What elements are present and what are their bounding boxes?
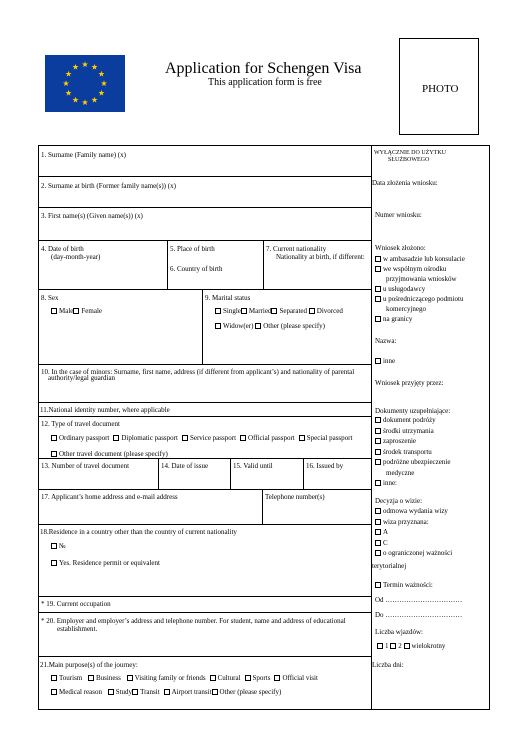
checkbox-separated[interactable] bbox=[271, 308, 277, 314]
marital-option-label: Other (please specify) bbox=[263, 322, 325, 330]
checkbox-validity[interactable] bbox=[375, 582, 381, 588]
star-icon bbox=[82, 99, 88, 105]
checkbox-official-passport[interactable] bbox=[240, 435, 246, 441]
official-option-label: terytorialnej bbox=[372, 562, 407, 570]
purpose-option-label: Medical reason bbox=[59, 688, 102, 696]
doc-option-label: Official passport bbox=[248, 434, 295, 442]
official-other-label: inne bbox=[383, 357, 396, 365]
purpose-option-label: Cultural bbox=[217, 674, 241, 682]
form-title: Application for Schengen Visa bbox=[165, 60, 362, 77]
purpose-option-label: Tourism bbox=[59, 674, 83, 682]
checkbox-invitation[interactable] bbox=[375, 438, 381, 444]
official-header-line: WYŁĄCZNIE DO UŻYTKU bbox=[374, 150, 446, 156]
checkbox-docs-other[interactable] bbox=[375, 480, 381, 486]
checkbox-cultural[interactable] bbox=[210, 675, 216, 681]
checkbox-sports[interactable] bbox=[245, 675, 251, 681]
official-name: Nazwa: bbox=[375, 337, 397, 345]
doc-option-label: Ordinary passport bbox=[59, 434, 110, 442]
field-17-home-address[interactable]: 17. Applicant’s home address and e-mail address bbox=[41, 493, 178, 501]
checkbox-embassy[interactable] bbox=[375, 256, 381, 262]
official-decision-options bbox=[375, 506, 452, 559]
field-9-marital-status: 9. Marital status bbox=[205, 294, 251, 302]
field-19-occupation[interactable]: * 19. Current occupation bbox=[41, 600, 111, 608]
official-option-label: u usługodawcy bbox=[383, 285, 426, 293]
official-submitted: Wniosek złożono: bbox=[375, 244, 426, 252]
checkbox-special-passport[interactable] bbox=[299, 435, 305, 441]
field-7-nationality-at-birth[interactable]: Nationality at birth, if different: bbox=[276, 253, 365, 261]
marital-option-label: Widow(er) bbox=[223, 322, 254, 330]
field-17-telephone[interactable]: Telephone number(s) bbox=[265, 493, 325, 501]
star-icon bbox=[101, 80, 107, 86]
official-docs-options bbox=[375, 415, 450, 489]
purpose-option-label: Transit bbox=[140, 688, 160, 696]
checkbox-airport-transit[interactable] bbox=[164, 689, 170, 695]
photo-label: PHOTO bbox=[422, 83, 459, 95]
marital-option-label: Married bbox=[248, 307, 272, 315]
checkbox-border[interactable] bbox=[375, 316, 381, 322]
official-option-label: wiza przyznana: bbox=[383, 517, 429, 526]
field-5-place-of-birth[interactable]: 5. Place of birth bbox=[170, 245, 215, 253]
checkbox-tourism[interactable] bbox=[51, 675, 57, 681]
checkbox-single[interactable] bbox=[215, 308, 221, 314]
residence-no-option bbox=[51, 542, 66, 550]
checkbox-study[interactable] bbox=[108, 689, 114, 695]
field-12-travel-document-type: 12. Type of travel document bbox=[41, 420, 120, 428]
official-other bbox=[375, 357, 395, 365]
checkbox-official-visit[interactable] bbox=[274, 675, 280, 681]
field-15-valid-until[interactable]: 15. Valid until bbox=[233, 462, 273, 470]
eu-flag-icon bbox=[45, 55, 125, 112]
field-20-continued: establishment. bbox=[57, 625, 98, 633]
purpose-option-label: Study bbox=[115, 688, 133, 696]
field-3-first-names[interactable]: 3. First name(s) (Given name(s)) (x) bbox=[41, 212, 143, 220]
purpose-option-label: Visiting family or friends bbox=[134, 674, 206, 682]
official-option-label: odmowa wydania wizy bbox=[383, 507, 448, 515]
official-option-label: na granicy bbox=[383, 315, 413, 323]
form-subtitle: This application form is free bbox=[208, 77, 322, 88]
field-7-current-nationality[interactable]: 7. Current nationality bbox=[266, 245, 327, 253]
official-option-label: zaproszenie bbox=[383, 437, 417, 445]
sex-option-label: Male bbox=[59, 307, 74, 315]
checkbox-means-of-subsistence[interactable] bbox=[375, 428, 381, 434]
field-1-surname[interactable]: 1. Surname (Family name) (x) bbox=[41, 151, 126, 159]
official-validity-label: Termin ważności: bbox=[383, 581, 433, 589]
star-icon bbox=[66, 71, 72, 77]
checkbox-intermediary[interactable] bbox=[375, 296, 381, 302]
star-icon bbox=[98, 90, 104, 96]
checkbox-entries-multiple[interactable] bbox=[404, 643, 410, 649]
checkbox-transport[interactable] bbox=[375, 449, 381, 455]
purpose-option-label: Sports bbox=[252, 674, 271, 682]
travel-document-options bbox=[51, 434, 352, 442]
marital-options-row2 bbox=[215, 322, 325, 330]
star-icon bbox=[72, 97, 78, 103]
official-submitted-options bbox=[375, 254, 465, 324]
checkbox-common-centre[interactable] bbox=[375, 266, 381, 272]
checkbox-insurance[interactable] bbox=[375, 459, 381, 465]
checkbox-diplomatic-passport[interactable] bbox=[113, 435, 119, 441]
checkbox-divorced[interactable] bbox=[309, 308, 315, 314]
checkbox-widower[interactable] bbox=[215, 323, 221, 329]
residence-no-label: № bbox=[59, 542, 66, 550]
field-8-sex: 8. Sex bbox=[41, 294, 59, 302]
photo-box bbox=[399, 38, 479, 135]
doc-other-label: Other travel document (please specify) bbox=[59, 450, 168, 458]
doc-option-label: Diplomatic passport bbox=[121, 434, 178, 442]
star-icon bbox=[63, 80, 69, 86]
official-option-label: we wspólnym ośrodku bbox=[383, 265, 447, 273]
star-icon bbox=[91, 97, 97, 103]
official-date: Data złożenia wniosku: bbox=[372, 179, 438, 187]
purpose-options-row1 bbox=[51, 674, 318, 682]
checkbox-transit[interactable] bbox=[132, 689, 138, 695]
marital-option-label: Divorced bbox=[316, 307, 343, 315]
star-icon bbox=[82, 61, 88, 67]
official-option-label: środki utrzymania bbox=[383, 426, 434, 435]
checkbox-medical[interactable] bbox=[51, 689, 57, 695]
field-11-national-id[interactable]: 11.National identity number, where applicable bbox=[40, 406, 170, 414]
field-6-country-of-birth[interactable]: 6. Country of birth bbox=[170, 265, 223, 273]
eu-stars-icon bbox=[45, 55, 125, 112]
official-option-label: w ambasadzie lub konsulacie bbox=[383, 255, 465, 263]
official-option-label: o ograniczonej ważności bbox=[383, 549, 453, 557]
residence-yes-label: Yes. Residence permit or equivalent bbox=[59, 559, 160, 567]
checkbox-entries-2[interactable] bbox=[390, 643, 396, 649]
checkbox-female[interactable] bbox=[73, 308, 79, 314]
official-entries-options bbox=[377, 642, 445, 650]
official-visa-decision: Decyzja o wizie: bbox=[375, 497, 423, 505]
field-18-residence: 18.Residence in a country other than the country of current nationality bbox=[40, 528, 237, 536]
purpose-option-label: Other (please specify) bbox=[219, 688, 282, 696]
star-icon bbox=[66, 90, 72, 96]
checkbox-business[interactable] bbox=[88, 675, 94, 681]
field-2-surname-at-birth[interactable]: 2. Surname at birth (Former family name(s)) (x) bbox=[41, 182, 176, 190]
checkbox-ordinary-passport[interactable] bbox=[51, 435, 57, 441]
checkbox-travel-document[interactable] bbox=[375, 417, 381, 423]
checkbox-visa-c[interactable] bbox=[375, 540, 381, 546]
checkbox-purpose-other[interactable] bbox=[212, 689, 218, 695]
sex-option-label: Female bbox=[81, 307, 102, 315]
purpose-options-row2 bbox=[51, 688, 281, 696]
checkbox-entries-1[interactable] bbox=[377, 643, 383, 649]
official-supporting-docs: Dokumenty uzupełniające: bbox=[375, 407, 451, 415]
official-option-label: środek transportu bbox=[383, 447, 432, 456]
checkbox-married[interactable] bbox=[241, 308, 247, 314]
checkbox-service-provider[interactable] bbox=[375, 286, 381, 292]
residence-yes-option bbox=[51, 559, 160, 567]
official-option-label: u pośredniczącego podmiotu bbox=[383, 295, 464, 303]
star-icon bbox=[72, 64, 78, 70]
field-4-date-of-birth[interactable]: 4. Date of birth bbox=[41, 245, 84, 253]
official-header-line: SŁUŻBOWEGO bbox=[388, 157, 430, 163]
marital-option-label: Single bbox=[223, 307, 241, 315]
official-validity bbox=[375, 581, 433, 589]
purpose-option-label: Official visit bbox=[282, 674, 318, 682]
checkbox-visa-issued[interactable] bbox=[375, 519, 381, 525]
checkbox-other-document[interactable] bbox=[51, 451, 57, 457]
checkbox-visa-a[interactable] bbox=[375, 529, 381, 535]
checkbox-visa-ltv[interactable] bbox=[375, 550, 381, 556]
official-option-label: wielokrotny bbox=[411, 642, 446, 650]
official-option-label: dokument podróży bbox=[383, 416, 436, 424]
official-option-label: A bbox=[383, 528, 389, 536]
official-number: Numer wniosku: bbox=[375, 211, 422, 219]
field-10-minor-guardian[interactable]: 10. In the case of minors: Surname, first name, address (if different from applicant’s) and nationality of parental bbox=[41, 368, 355, 376]
official-valid-from[interactable]: Od …………………………… bbox=[375, 596, 463, 604]
official-option-label: komercyjnego bbox=[386, 305, 427, 313]
star-icon bbox=[91, 64, 97, 70]
checkbox-service-passport[interactable] bbox=[182, 435, 188, 441]
official-option-label: inne: bbox=[383, 479, 397, 487]
doc-option-label: Service passport bbox=[189, 434, 237, 442]
official-option-label: przyjmowania wniosków bbox=[386, 275, 457, 283]
star-icon bbox=[98, 71, 104, 77]
checkbox-residence-no[interactable] bbox=[51, 543, 57, 549]
official-accepted-by: Wniosek przyjęty przez: bbox=[375, 379, 444, 387]
travel-document-other bbox=[51, 450, 168, 458]
checkbox-visa-refused[interactable] bbox=[375, 508, 381, 514]
marital-option-label: Separated bbox=[279, 307, 308, 315]
checkbox-marital-other[interactable] bbox=[255, 323, 261, 329]
marital-options-row1 bbox=[215, 307, 343, 315]
official-option-label: medyczne bbox=[386, 468, 415, 477]
official-valid-to[interactable]: Do …………………………… bbox=[375, 611, 463, 619]
purpose-option-label: Airport transit bbox=[171, 688, 212, 696]
field-4-format-hint: (day-month-year) bbox=[51, 253, 101, 261]
official-days: Liczba dni: bbox=[372, 661, 404, 669]
field-13-document-number[interactable]: 13. Number of travel document bbox=[41, 462, 130, 470]
checkbox-other-place[interactable] bbox=[375, 358, 381, 364]
field-20-employer[interactable]: * 20. Employer and employer’s address and telephone number. For student, name and address of educational bbox=[41, 617, 346, 625]
checkbox-male[interactable] bbox=[51, 308, 57, 314]
official-option-label: 2 bbox=[398, 642, 402, 650]
purpose-option-label: Business bbox=[95, 674, 121, 682]
official-option-label: podróżne ubezpieczenie bbox=[383, 458, 451, 466]
field-14-date-of-issue[interactable]: 14. Date of issue bbox=[161, 462, 209, 470]
field-16-issued-by[interactable]: 16. Issued by bbox=[306, 462, 344, 470]
official-entries: Liczba wjazdów: bbox=[375, 628, 424, 636]
field-10-continued: authority/legal guardian bbox=[48, 374, 116, 382]
doc-option-label: Special passport bbox=[306, 434, 353, 442]
official-use-header bbox=[374, 150, 446, 164]
official-option-label: C bbox=[383, 538, 388, 547]
field-21-purpose: 21.Main purpose(s) of the journey: bbox=[40, 661, 138, 669]
checkbox-visiting[interactable] bbox=[127, 675, 133, 681]
checkbox-residence-yes[interactable] bbox=[51, 560, 57, 566]
sex-options bbox=[51, 307, 102, 315]
official-option-label: 1 bbox=[385, 642, 389, 650]
